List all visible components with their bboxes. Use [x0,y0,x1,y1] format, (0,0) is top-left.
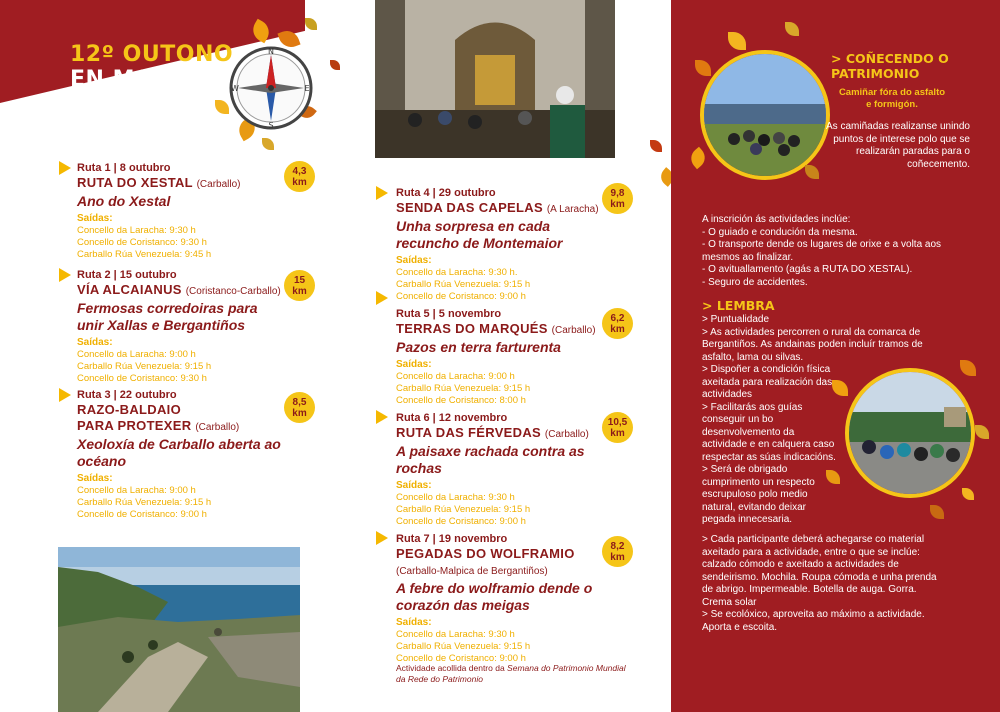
remember-item: > Será de obrigado cumprimento un respecto escrupuloso polo medio natural, evitando deixar pegada innecesaria. [702,464,815,525]
departure-item: Carballo Rúa Venezuela: 9:15 h [396,383,531,394]
inscription-item: - O transporte dende os lugares de orixe e a volta aos mesmos ao finalizar. [702,239,942,263]
departure-item: Concello de Coristanco: 8:00 h [396,395,526,406]
departure-item: Carballo Rúa Venezuela: 9:15 h [396,641,531,652]
departure-item: Carballo Rúa Venezuela: 9:15 h [77,361,212,372]
route-name: RUTA DO XESTAL (Carballo) [77,175,241,190]
route-2 [77,268,287,385]
route-number: Ruta 7 | 19 novembro [396,533,508,545]
remember-list-top [702,314,942,364]
route-name: TERRAS DO MARQUÉS (Carballo) [396,321,596,336]
departures-label: Saídas: [396,359,432,370]
distance-badge: 10,5 km [602,412,633,443]
inscription-title: A inscrición ás actividades inclúe: [702,214,851,225]
distance-badge: 9,8 km [602,183,633,214]
departures-label: Saídas: [396,480,432,491]
route-description: A paisaxe rachada contra as rochas [396,443,585,476]
compass-north-label: N [268,47,274,56]
departure-item: Concello de Coristanco: 9:30 h [77,373,207,384]
route-4 [396,186,601,303]
route-description: Fermosas corredoiras para unir Xallas e Bergantiños [77,300,258,333]
inscription-item: - O guiado e condución da mesma. [702,226,858,238]
autumn-leaf-icon [650,140,662,152]
title-line-1: 12º OUTONO [70,42,234,67]
compass-west-label: W [231,84,239,93]
inscription-item: - Seguro de accidentes. [702,276,808,288]
remember-heading: > LEMBRA [702,298,775,313]
departure-item: Carballo Rúa Venezuela: 9:15 h [396,279,531,290]
distance-badge: 8,5 km [284,392,315,423]
route-name-line-2: PARA PROTEXER (Carballo) [77,418,240,433]
compass-east-label: E [304,84,310,93]
departure-item: Carballo Rúa Venezuela: 9:15 h [396,504,531,515]
departure-item: Concello de Coristanco: 9:00 h [396,291,526,302]
departure-item: Concello da Laracha: 9:30 h [396,629,515,640]
departure-item: Concello da Laracha: 9:00 h [77,349,196,360]
route-arrow-icon [376,531,388,545]
route-number: Ruta 6 | 12 novembro [396,412,508,424]
route-description: Pazos en terra farturenta [396,339,561,355]
route-number: Ruta 2 | 15 outubro [77,269,177,281]
route-arrow-icon [59,388,71,402]
departures-label: Saídas: [77,213,113,224]
inscription-item: - O avituallamento (agás a RUTA DO XESTAL). [702,264,913,275]
title-line-2: EN MARCHA [70,67,224,92]
compass-icon [228,45,314,131]
route-name: PEGADAS DO WOLFRAMIO [396,546,575,561]
remember-item: > Dispoñer a condición física axeitada para realización das actividades [702,364,833,400]
church-interior-photo [375,0,615,158]
heritage-subtitle: Camiñar fóra do asfalto e formigón. [838,87,946,110]
heritage-paragraph: As camiñadas realizanse unindo puntos de interese polo que se realizarán paradas para o coñecemento. [826,121,970,170]
departures-label: Saídas: [77,473,113,484]
remember-item: > Cada participante deberá achegarse co material axeitado para a actividade, entre o que se inclúe: calzado cómodo e axeitado a actividades de sendeirismo. Mochila. Roupa cómoda e unha prenda de abrigo. Impermeable. Botella de auga. Gorra. Crema solar [702,534,937,608]
departures-label: Saídas: [396,255,432,266]
distance-badge: 15 km [284,270,315,301]
route-description: A febre do wolframio dende o corazón das meigas [396,580,593,613]
route-number: Ruta 4 | 29 outubro [396,187,496,199]
departure-item: Concello de Coristanco: 9:00 h [396,653,526,664]
heritage-heading: > COÑECENDO O PATRIMONIO [831,51,949,81]
remember-item: > Se ecolóxico, aproveita ao máximo a actividade. Aporta e escoita. [702,609,925,633]
departure-item: Concello de Coristanco: 9:00 h [396,516,526,527]
departure-item: Concello da Laracha: 9:00 h [396,371,515,382]
coast-hikers-photo [58,547,300,712]
route-7 [396,532,611,665]
hikers-outdoor-photo [845,368,975,498]
departure-item: Concello de Coristanco: 9:00 h [77,509,207,520]
distance-badge: 6,2 km [602,308,633,339]
route-number: Ruta 3 | 22 outubro [77,389,177,401]
route-name: RAZO-BALDAIO [77,402,181,417]
route-arrow-icon [59,161,71,175]
departure-item: Concello da Laracha: 9:30 h [77,225,196,236]
route-arrow-icon [59,268,71,282]
departure-item: Carballo Rúa Venezuela: 9:45 h [77,249,212,260]
remember-item: > Puntualidade [702,314,770,325]
route-name: SENDA DAS CAPELAS (A Laracha) [396,200,599,215]
route-arrow-icon [376,291,388,305]
route-1 [77,161,287,261]
route-number: Ruta 1 | 8 outubro [77,162,171,174]
route-3 [77,388,287,521]
route-description: Unha sorpresa en cada recuncho de Montemaior [396,218,563,251]
autumn-leaf-icon [305,18,317,30]
remember-item: > As actividades percorren o rural da comarca de Bergantiños. As andainas poden incluír tramos de asfalto, lama ou silvas. [702,326,923,363]
remember-item: > Facilitarás aos guías conseguir un bo desenvolvemento da actividade e en calquera caso respectar as súas indicacións. [702,401,836,463]
route-6 [396,411,601,528]
route-name: RUTA DAS FÉRVEDAS (Carballo) [396,425,589,440]
departure-item: Concello da Laracha: 9:00 h [77,485,196,496]
remember-list-bottom [702,534,942,634]
route-name-sub: (Carballo-Malpica de Bergantiños) [396,566,548,577]
page-title [70,42,233,92]
departures-label: Saídas: [396,617,432,628]
departure-item: Concello da Laracha: 9:30 h [396,492,515,503]
departure-item: Carballo Rúa Venezuela: 9:15 h [77,497,212,508]
distance-badge: 4,3 km [284,161,315,192]
route-5 [396,307,601,407]
distance-badge: 8,2 km [602,536,633,567]
remember-list-narrow [702,364,842,527]
compass-south-label: S [268,121,274,130]
route-arrow-icon [376,186,388,200]
autumn-leaf-icon [262,138,274,150]
route-description: Ano do Xestal [77,193,171,209]
departure-item: Concello da Laracha: 9:30 h. [396,267,518,278]
route-description: Xeoloxía de Carballo aberta ao océano [77,436,281,469]
departure-item: Concello de Coristanco: 9:30 h [77,237,207,248]
departures-label: Saídas: [77,337,113,348]
route-number: Ruta 5 | 5 novembro [396,308,502,320]
inscription-block [702,214,952,289]
autumn-leaf-icon [215,100,229,114]
route-name: VÍA ALCAIANUS (Coristanco-Carballo) [77,282,281,297]
heritage-week-note: Actividade acollida dentro da Semana do Patrimonio Mundial da Rede do Patrimonio [396,663,626,684]
route-arrow-icon [376,410,388,424]
autumn-leaf-icon [330,60,340,70]
